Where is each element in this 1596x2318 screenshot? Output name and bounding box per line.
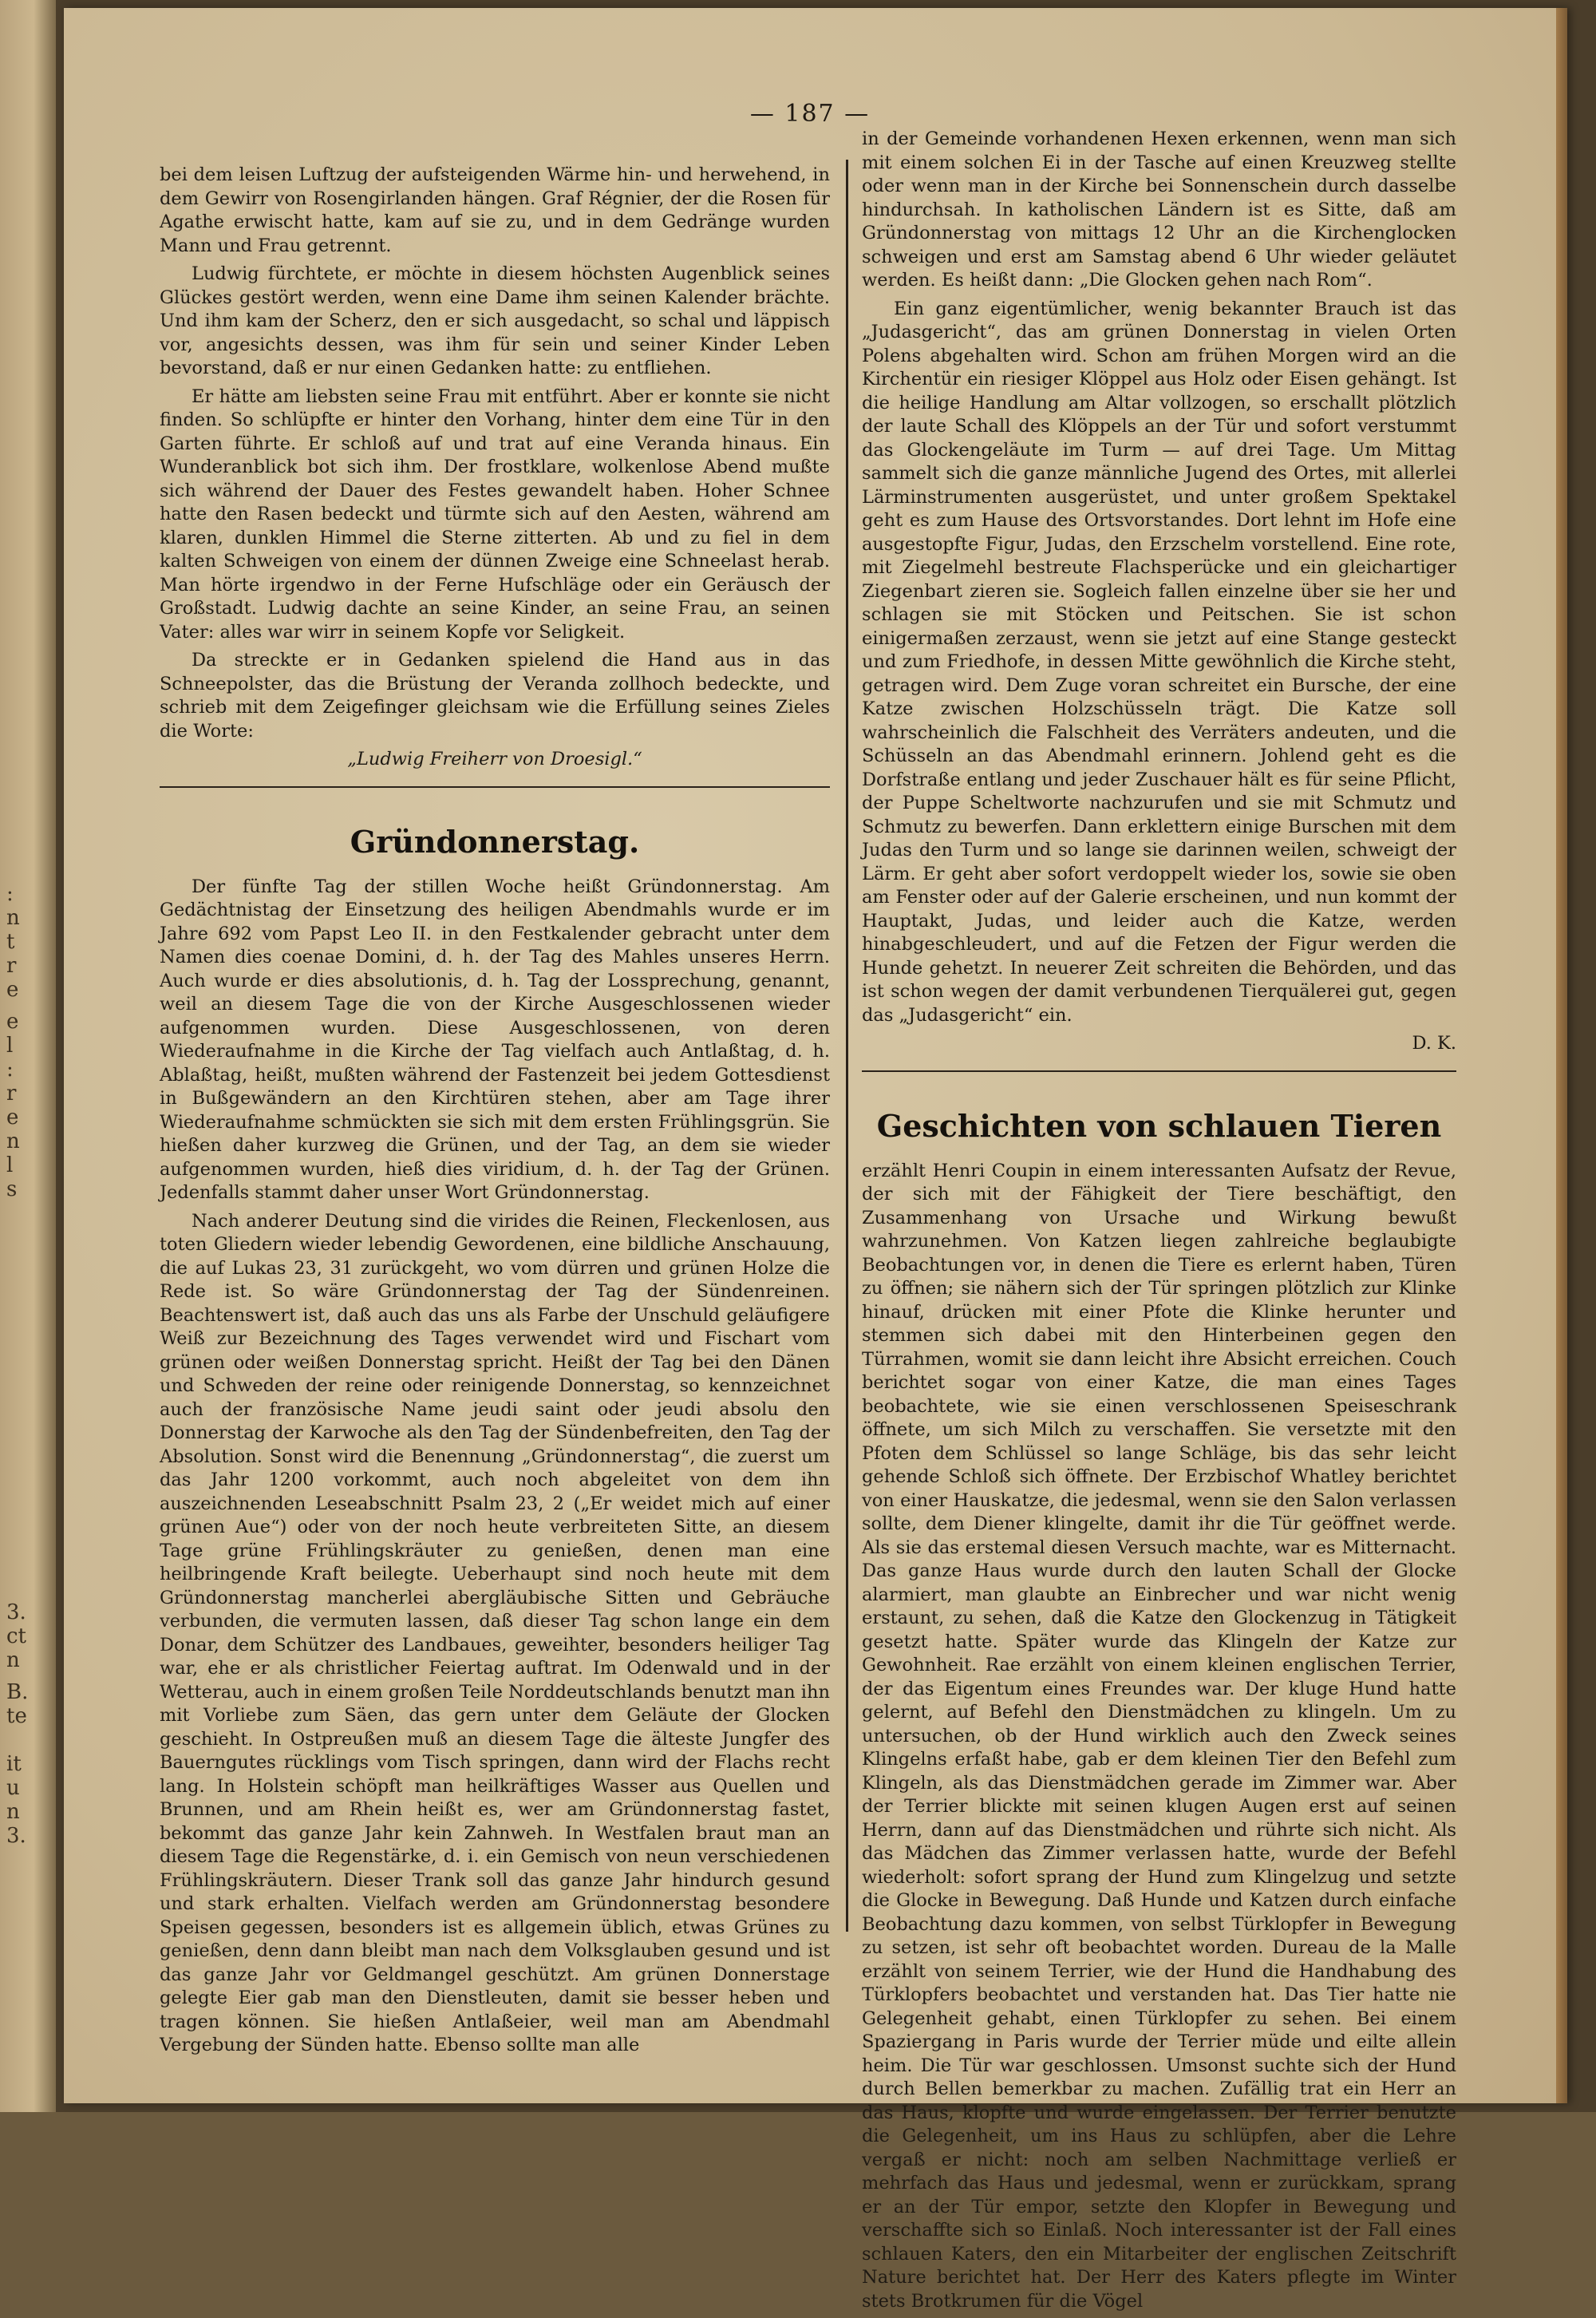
section-divider [160, 786, 830, 788]
margin-fragment: B. [6, 1680, 29, 1704]
margin-fragment: it [6, 1752, 22, 1776]
section-heading-gruendonnerstag: Gründonnerstag. [350, 823, 640, 860]
margin-fragment: r [6, 1082, 17, 1106]
page-number: — 187 — [749, 100, 871, 128]
margin-fragment: u [6, 1776, 20, 1800]
margin-fragment: r [6, 954, 17, 978]
paragraph: Ein ganz eigentümlicher, wenig bekannter Brauch ist das „Judasgericht“, das am grünen Donnerstag in vielen Orten Polens abgehalten wird. Schon am frühen Morgen wird an die Kirchentür ein riesiger Klöppel aus Holz oder Eisen gehängt. Ist die heilige Handlung am Altar vollzogen, so erschallt plötzlich der laute Schall des Klöppels an der Tür und sofort verstummt das Glockengeläute im Turm — auf drei Tage. Um Mittag sammelt sich die ganze männliche Jugend des Ortes, mit allerlei Lärminstrumenten ausgerüstet, und unter großem Spektakel geht es zum Hause des Ortsvorstandes. Dort lehnt im Hofe eine ausgestopfte Figur, Judas, den Erzschelm vorstellend. Eine rote, mit Ziegelmehl bestreute Flachsperücke und ein gleichartiger Ziegenbart zieren sie. Sogleich fallen einzelne über sie her und schlagen sie mit Stöcken und Peitschen. Sie ist schon einigermaßen zerzaust, wenn sie jetzt auf eine Stange gesteckt und zum Friedhofe, in dessen Mitte gewöhnlich die Kirche steht, getragen wird. Dem Zuge voran schreitet ein Bursche, der eine Katze zwischen Holzschüsseln trägt. Die Katze soll wahrscheinlich die Falschheit des Verräters andeuten, und die Schüsseln an das Abendmahl erinnern. Johlend geht es die Dorfstraße entlang und jeder Zuschauer hält es für seine Pflicht, der Puppe Scheltworte nachzurufen und sie mit Schmutz und Schmutz zu bewerfen. Dann erklettern einige Burschen mit dem Judas den Turm und so lange sie darinnen weilen, schweigt der Lärm. Er geht aber sofort verdoppelt wieder los, sowie sie oben am Fenster oder auf der Galerie erscheinen, und nun kommt der Hauptakt, Judas, und leider auch die Katze, werden hinabgeschleudert, und auf die Fetzen der Figur werden die Hunde gehetzt. In neuerer Zeit schreiten die Behörden, und das ist schon wegen der damit verbundenen Tierquälerei gut, gegen das „Judasgericht“ ein. [862, 298, 1456, 1026]
section-heading-tiere: Geschichten von schlauen Tieren [876, 1107, 1442, 1144]
margin-fragment: t [6, 930, 15, 954]
margin-fragment: n [6, 1800, 20, 1824]
margin-fragment: s [6, 1177, 18, 1201]
paragraph: bei dem leisen Luftzug der aufsteigenden Wärme hin- und herwehend, in dem Gewirr von Rosengirlanden hängen. Graf Régnier, der die Rosen für Agathe erwischt hatte, kam auf sie zu, und in dem Gedränge wurden Mann und Frau getrennt. [160, 164, 830, 256]
margin-fragment: ct [6, 1624, 27, 1648]
margin-fragment: n [6, 1648, 20, 1672]
column-rule [846, 160, 848, 1932]
margin-fragment: e [6, 1010, 19, 1034]
paragraph: in der Gemeinde vorhandenen Hexen erkennen, wenn man sich mit einem solchen Ei in der Tasche auf einen Kreuzweg stellte oder wenn man in der Kirche bei Sonnenschein durch dasselbe hindurchsah. In katholischen Ländern ist es Sitte, daß am Gründonnerstag von mittags 12 Uhr an die Kirchenglocken schweigen und erst am Samstag abend 6 Uhr wieder geläutet werden. Es heißt dann: „Die Glocken gehen nach Rom“. [862, 129, 1456, 291]
section-divider [862, 1070, 1456, 1072]
author-initials: D. K. [1412, 1033, 1456, 1054]
margin-fragment: 3. [6, 1600, 26, 1624]
margin-fragment: : [6, 1058, 14, 1082]
margin-fragment: 3. [6, 1824, 26, 1848]
margin-fragment: n [6, 906, 20, 930]
margin-fragment: l [6, 1153, 14, 1177]
paragraph: Da streckte er in Gedanken spielend die Hand aus in das Schneepolster, das die Brüstung der Veranda zollhoch bedeckte, und schrieb mit dem Zeigefinger gleichsam wie die Erfüllung seines Zieles die Worte: [160, 650, 830, 742]
margin-fragment: e [6, 978, 19, 1002]
paragraph: Er hätte am liebsten seine Frau mit entführt. Aber er konnte sie nicht finden. So schlüpfte er hinter den Vorhang, hinter dem eine Tür in den Garten führte. Er schloß auf und trat auf eine Veranda hinaus. Ein Wunderanblick bot sich ihm. Der frostklare, wolkenlose Abend mußte sich während der Dauer des Festes gewandelt haben. Hoher Schnee hatte den Rasen bedeckt und türmte sich auf den Aesten, während am klaren, dunklen Himmel die Sterne zitterten. Ab und zu fiel in dem kalten Schweigen von einem der dünnen Zweige eine Schneelast herab. Man hörte irgendwo in der Ferne Hufschläge oder ein Geräusch der Großstadt. Ludwig dachte an seine Kinder, an seine Frau, an seinen Vater: alles war wirr in seinem Kopfe vor Seligkeit. [160, 386, 830, 643]
adjacent-page-sliver [0, 0, 56, 2112]
paragraph: erzählt Henri Coupin in einem interessanten Aufsatz der Revue, der sich mit der Fähigkeit der Tiere beschäftigt, den Zusammenhang von Ursache und Wirkung bewußt wahrzunehmen. Von Katzen liegen zahlreiche beglaubigte Beobachtungen vor, in denen die Tiere es erlernt haben, Türen zu öffnen; sie nähern sich der Tür springen plötzlich zur Klinke hinauf, drücken mit einer Pfote die Klinke herunter und stemmen sich dabei mit den Hinterbeinen gegen den Türrahmen, womit sie dann leicht ihre Absicht erreichen. Couch berichtet sogar von einer Katze, die man eines Tages beobachtete, wie sie einen verschlossenen Speiseschrank öffnete, um sich Milch zu verschaffen. Sie versetzte mit den Pfoten dem Schlüssel so lange Schläge, bis das sehr leicht gehende Schloß sich öffnete. Der Erzbischof Whatley berichtet von einer Hauskatze, die jedesmal, wenn sie den Salon verlassen sollte, dem Diener klingelte, damit ihr die Tür geöffnet werde. Als sie das erstemal diesen Versuch machte, war es Mitternacht. Das ganze Haus wurde durch den lauten Schall der Glocke alarmiert, man glaubte an Einbrecher und war nicht wenig erstaunt, zu sehen, daß die Katze den Glockenzug in Tätigkeit gesetzt hatte. Später wurde das Klingeln der Katze zur Gewohnheit. Rae erzählt von einem kleinen englischen Terrier, der das Eigentum eines Freundes war. Der kluge Hund hatte gelernt, auf Befehl den Dienstmädchen zu klingeln. Um zu untersuchen, ob der Hund wirklich auch den Zweck seines Klingelns erfaßt habe, gab er dem kleinen Tier den Befehl zum Klingeln, als das Dienstmädchen gerade im Zimmer war. Aber der Terrier blickte mit seinen klugen Augen erst auf seinen Herrn, dann auf das Dienstmädchen und rührte sich nicht. Als das Mädchen das Zimmer verlassen hatte, wurde der Befehl wiederholt: sofort sprang der Hund zum Klingelzug und setzte die Glocke in Bewegung. Daß Hunde und Katzen durch einfache Beobachtung dazu kommen, von selbst Türklopfer in Bewegung zu setzen, ist sehr oft beobachtet worden. Dureau de la Malle erzählt von seinem Terrier, wie der Hund die Handhabung des Türklopfers beobachtet und verstanden hat. Das Tier hatte nie Gelegenheit gehabt, einen Türklopfer zu sehen. Bei einem Spaziergang in Paris wurde der Terrier müde und eilte allein heim. Die Tür war geschlossen. Umsonst suchte sich der Hund durch Bellen bemerkbar zu machen. Zufällig trat ein Herr an das Haus, klopfte und wurde eingelassen. Der Terrier benutzte die Gelegenheit, um ins Haus zu schlüpfen, aber die Lehre vergaß er nicht: noch am selben Nachmittage verließ er mehrfach das Haus und jedesmal, wenn er zurückkam, sprang er an der Tür empor, setzte den Klopfer in Bewegung und verschaffte sich so Einlaß. Noch interessanter ist der Fall eines schlauen Katers, den ein Mitarbeiter der englischen Zeitschrift Nature berichtet hat. Der Herr des Katers pflegte im Winter stets Brotkrumen für die Vögel [862, 1160, 1456, 2312]
right-column [862, 128, 1456, 2318]
left-column [160, 164, 830, 2063]
story-signature: „Ludwig Freiherr von Droesigl.“ [347, 749, 642, 769]
margin-fragment: : [6, 882, 14, 906]
newspaper-page [64, 8, 1567, 2312]
paragraph: Der fünfte Tag der stillen Woche heißt Gründonnerstag. Am Gedächtnistag der Einsetzung des heiligen Abendmahls wurde er im Jahre 692 vom Papst Leo II. in den Festkalender gebracht unter dem Namen dies coenae Domini, d. h. der Tag des Mahles unseres Herrn. Auch wurde er dies absolutionis, d. h. Tag der Lossprechung, genannt, weil an diesem Tage die von der Kirche Ausgeschlossenen wieder aufgenommen wurden. Diese Ausgeschlossenen, von deren Wiederaufnahme in die Kirche der Tag vielfach auch Antlaßtag, d. h. Ablaßtag, heißt, mußten während der Fastenzeit bei jedem Gottesdienst in Bußgewändern an den Kirchtüren stehen, aber am Tage ihrer Wiederaufnahme schmückten sie sich mit dem ersten Frühlingsgrün. Sie hießen daher kurzweg die Grünen, und der Tag, an dem sie wieder aufgenommen wurden, hieß dies viridium, d. h. der Tag der Grünen. Jedenfalls stammt daher unser Wort Gründonnerstag. [160, 876, 830, 1203]
margin-fragment: e [6, 1106, 19, 1129]
page-edge [1556, 8, 1567, 2103]
margin-fragment: te [6, 1704, 27, 1728]
paragraph: Nach anderer Deutung sind die virides die Reinen, Fleckenlosen, aus toten Gliedern wieder lebendig Gewordenen, eine bildliche Anschauung, die auf Lukas 23, 31 zurückgeht, wo vom dürren und grünen Holze die Rede ist. So wäre Gründonnerstag der Tag der Sündenreinen. Beachtenswert ist, daß auch das uns als Farbe der Unschuld geläufigere Weiß zur Bezeichnung des Tages verwendet wird und Fischart vom grünen oder weißen Donnerstag spricht. Heißt der Tag bei den Dänen und Schweden der reine oder reinigende Donnerstag, so kennzeichnet auch der französische Name jeudi saint oder jeudi absolu den Donnerstag der Karwoche als den Tag der Sündenbefreiten, den Tag der Absolution. Sonst wird die Benennung „Gründonnerstag“, die zuerst um das Jahr 1200 vorkommt, auch noch abgeleitet von dem ihn auszeichnenden Leseabschnitt Psalm 23, 2 („Er weidet mich auf einer grünen Aue“) oder von der noch heute verbreiteten Sitte, an diesem Tage grüne Frühlingskräuter zu genießen, denen man eine heilbringende Kraft beilegte. Ueberhaupt sind noch heute mit dem Gründonnerstag mancherlei abergläubische Sitten und Gebräuche verbunden, die vermuten lassen, daß dieser Tag schon lange ein dem Donar, dem Schützer des Landbaues, geweihter, besonders heiliger Tag war, ehe er als christlicher Feiertag auftrat. Im Odenwald und in der Wetterau, auch in einem großen Teile Norddeutschlands benutzt man ihn mit Vorliebe zum Säen, das gern unter dem Geläute der Glocken geschieht. In Ostpreußen muß an diesem Tage die älteste Jungfer des Bauerngutes rücklings vom Tisch springen, dann wird der Flachs recht lang. In Holstein schöpft man heilkräftiges Wasser aus Quellen und Brunnen, und am Rhein heißt es, wer am Gründonnerstag fastet, bekommt das ganze Jahr kein Zahnweh. In Westfalen braut man an diesem Tage die Regenstärke, d. i. ein Gemisch von neun verschiedenen Frühlingskräutern. Dieser Trank soll das ganze Jahr hindurch gesund und stark erhalten. Vielfach werden am Gründonnerstag besondere Speisen gegessen, besonders ist es allgemein üblich, etwas Grünes zu genießen, denn dann bleibt man nach dem Volksglauben gesund und ist das ganze Jahr vor Geldmangel geschützt. Am grünen Donnerstage gelegte Eier gab man den Dienstleuten, damit sie besser heben und tragen können. Sie hießen Antlaßeier, weil man am Abendmahl Vergebung der Sünden hatte. Ebenso sollte man alle [160, 1210, 830, 2055]
paragraph: Ludwig fürchtete, er möchte in diesem höchsten Augenblick seines Glückes gestört werden, wenn eine Dame ihm seinen Kalender brächte. Und ihm kam der Scherz, den er sich ausgedacht, so schal und läppisch vor, angesichts dessen, was ihm für sein und seiner Kinder Leben bevorstand, daß er nur einen Gedanken hatte: zu entfliehen. [160, 263, 830, 378]
margin-fragment: l [6, 1034, 14, 1058]
margin-fragment: n [6, 1129, 20, 1153]
